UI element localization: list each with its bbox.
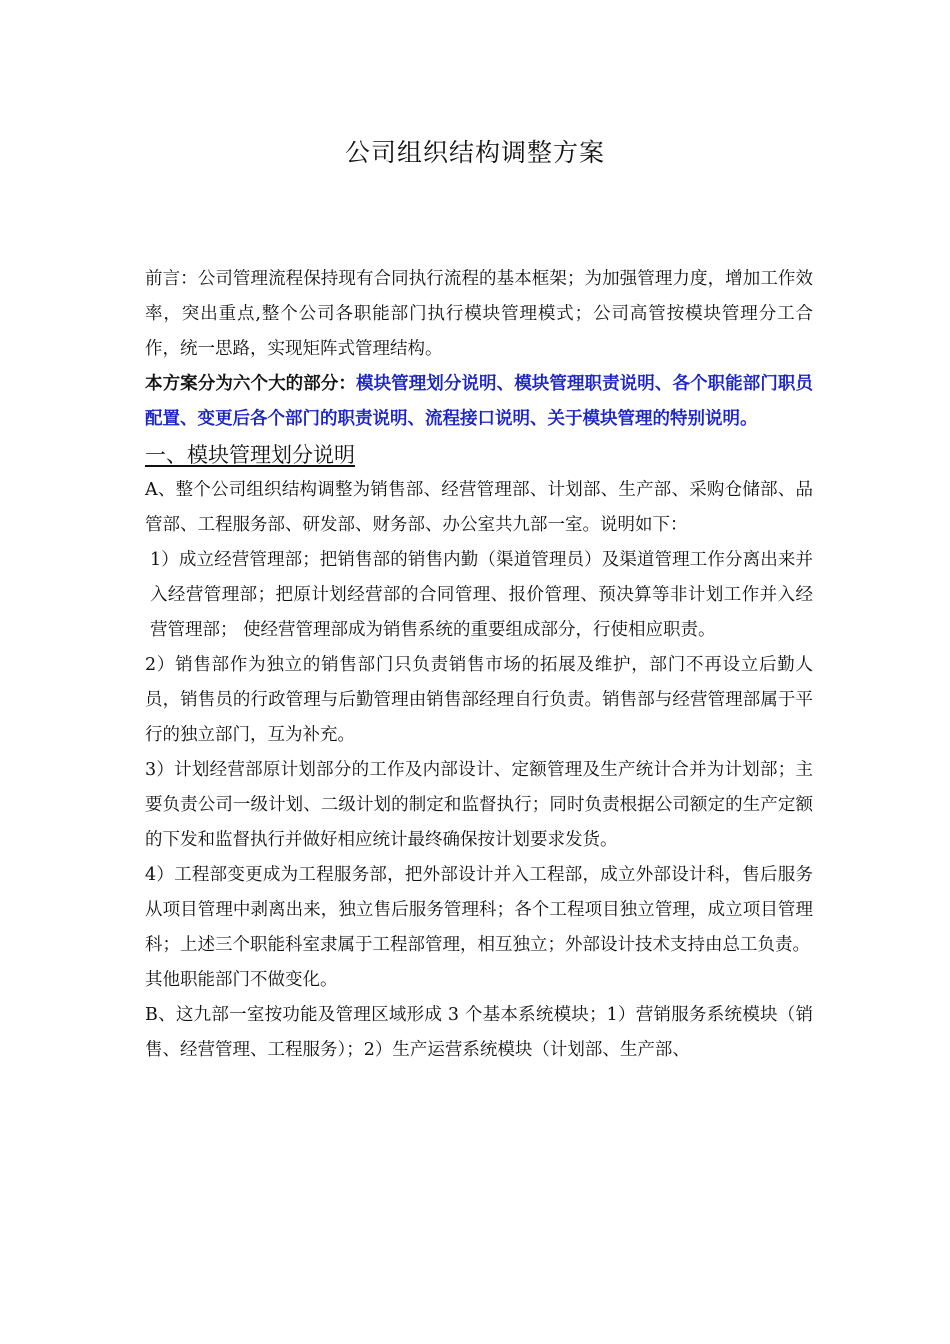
document-title: 公司组织结构调整方案	[344, 138, 605, 167]
summary-paragraph	[145, 367, 813, 437]
list-item-1: 1）成立经营管理部；把销售部的销售内勤（渠道管理员）及渠道管理工作分离出来并入经营管理部；把原计划经营部的合同管理、报价管理、预决算等非计划工作并入经营管理部； 使经营管理部成为销售系统的重要组成部分，行使相应职责。	[150, 550, 813, 640]
section-heading: 一、模块管理划分说明	[145, 443, 355, 467]
preface-paragraph: 前言：公司管理流程保持现有合同执行流程的基本框架；为加强管理力度，增加工作效率，突出重点,整个公司各职能部门执行模块管理模式；公司高管按模块管理分工合作，统一思路，实现矩阵式管理结构。	[145, 269, 813, 359]
list-item-4: 4）工程部变更成为工程服务部，把外部设计并入工程部，成立外部设计科，售后服务从项目管理中剥离出来，独立售后服务管理科；各个工程项目独立管理，成立项目管理科；上述三个职能科室隶属于工程部管理，相互独立；外部设计技术支持由总工负责。	[145, 865, 813, 955]
list-item-2: 2）销售部作为独立的销售部门只负责销售市场的拓展及维护，部门不再设立后勤人员，销售员的行政管理与后勤管理由销售部经理自行负责。销售部与经营管理部属于平行的独立部门，互为补充。	[145, 655, 813, 745]
paragraph-a: A、整个公司组织结构调整为销售部、经营管理部、计划部、生产部、采购仓储部、品管部、工程服务部、研发部、财务部、办公室共九部一室。说明如下：	[145, 480, 813, 535]
paragraph-b: B、这九部一室按功能及管理区域形成 3 个基本系统模块；1）营销服务系统模块（销售、经营管理、工程服务）；2）生产运营系统模块（计划部、生产部、	[145, 1005, 813, 1060]
list-item-3: 3）计划经营部原计划部分的工作及内部设计、定额管理及生产统计合并为计划部；主要负责公司一级计划、二级计划的制定和监督执行；同时负责根据公司额定的生产定额的下发和监督执行并做好相应统计最终确保按计划要求发货。	[145, 760, 813, 850]
other-departments-note: 其他职能部门不做变化。	[145, 970, 338, 990]
summary-parts: 模块管理划分说明、模块管理职责说明、各个职能部门职员配置、变更后各个部门的职责说明、流程接口说明、关于模块管理的特别说明。	[145, 374, 814, 429]
summary-intro: 本方案分为六个大的部分：	[145, 374, 356, 394]
document-body	[145, 262, 813, 1068]
